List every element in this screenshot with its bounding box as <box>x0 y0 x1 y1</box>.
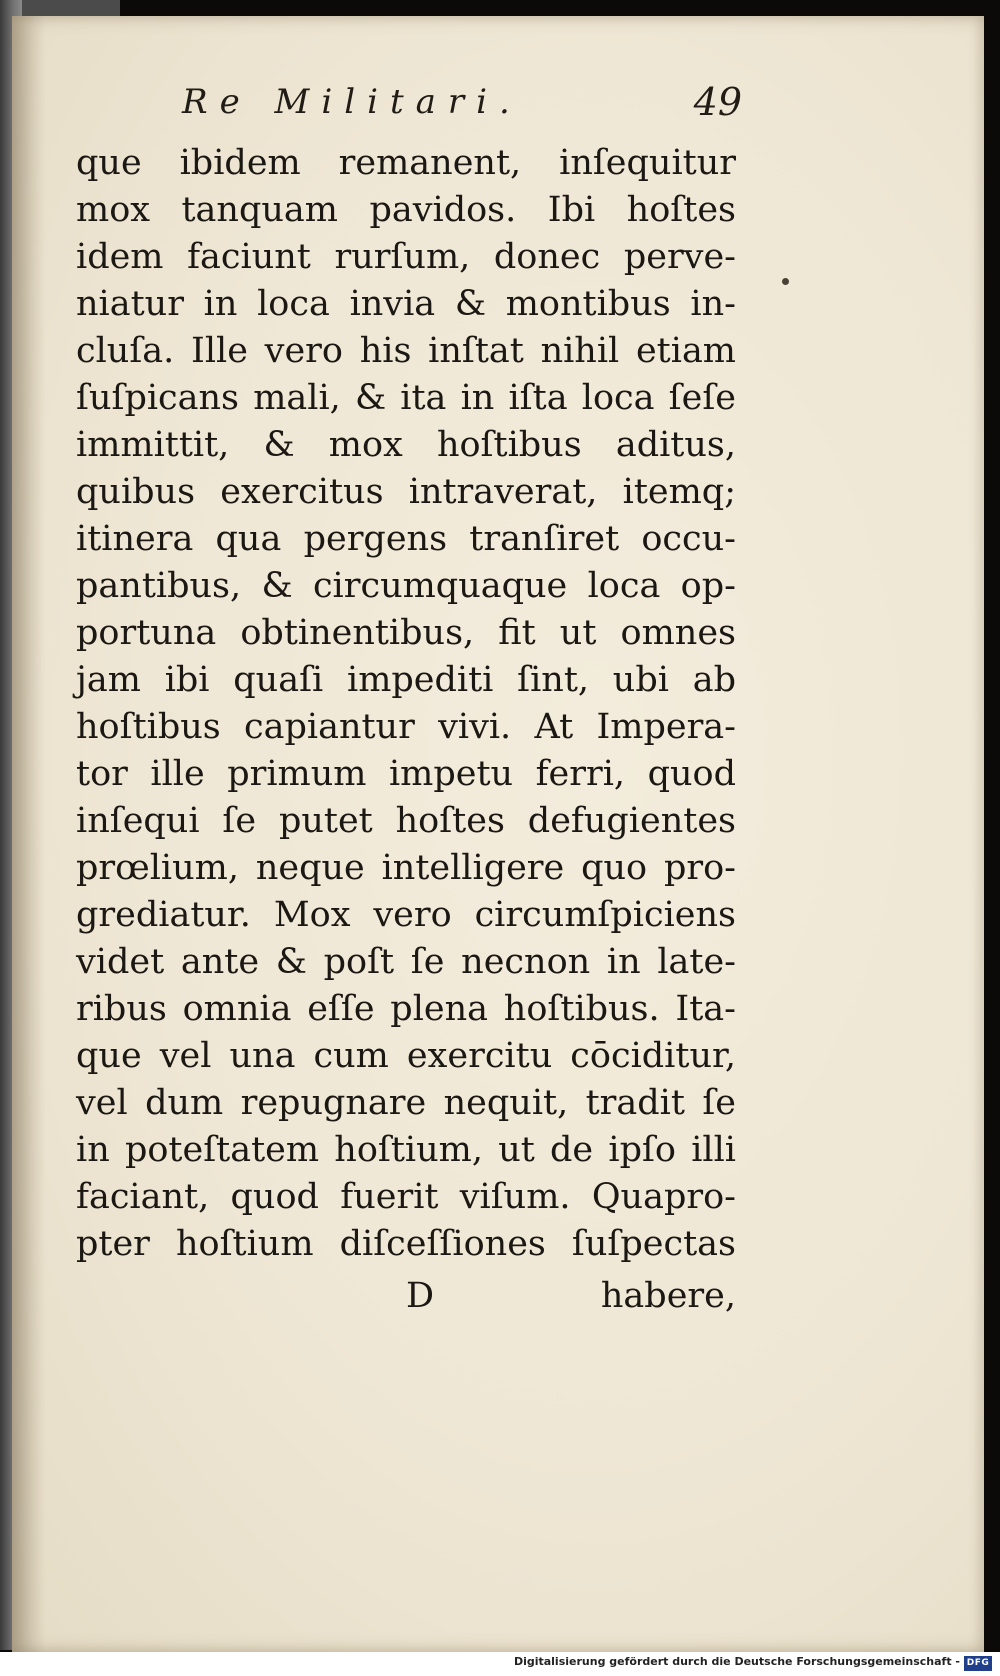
body-text <box>76 140 736 1268</box>
text-line: que vel una cum exercitu cōciditur, <box>76 1036 736 1076</box>
text-line: jam ibi quaſi impediti ſint, ubi ab <box>76 660 736 700</box>
text-line: immittit, & mox hoſtibus aditus, <box>76 425 736 465</box>
text-line: mox tanquam pavidos. Ibi hoſtes <box>76 190 736 230</box>
text-line: tor ille primum impetu ferri, quod <box>76 754 736 794</box>
text-line: vel dum repugnare nequit, tradit ſe <box>76 1083 736 1123</box>
text-line: ſuſpicans mali, & ita in iſta loca ſeſe <box>76 378 736 418</box>
text-line: idem faciunt rurſum, donec perve- <box>76 237 736 277</box>
text-line: quibus exercitus intraverat, itemq; <box>76 472 736 512</box>
text-line: hoſtibus capiantur vivi. At Impera- <box>76 707 736 747</box>
text-line: grediatur. Mox vero circumſpiciens <box>76 895 736 935</box>
text-line: prœlium, neque intelligere quo pro- <box>76 848 736 888</box>
text-line: cluſa. Ille vero his inſtat nihil etiam <box>76 331 736 371</box>
text-line: pantibus, & circumquaque loca op- <box>76 566 736 606</box>
text-line: niatur in loca invia & montibus in- <box>76 284 736 324</box>
funding-credit: Digitalisierung gefördert durch die Deutsche Forschungsgemeinschaft - <box>513 1655 960 1668</box>
signature-mark: D <box>406 1276 435 1316</box>
running-head-title: Re Militari. <box>182 82 522 122</box>
text-line: portuna obtinentibus, fit ut omnes <box>76 613 736 653</box>
text-line: faciant, quod fuerit viſum. Quapro- <box>76 1177 736 1217</box>
digitization-footer <box>0 1652 1000 1676</box>
text-line: in poteſtatem hoſtium, ut de ipſo illi <box>76 1130 736 1170</box>
catchword: habere, <box>600 1276 736 1316</box>
paper-speck <box>782 278 789 285</box>
page-foot <box>76 1276 736 1326</box>
text-line: videt ante & poſt ſe necnon in late- <box>76 942 736 982</box>
running-head <box>182 78 742 134</box>
text-line: ribus omnia eſſe plena hoſtibus. Ita- <box>76 989 736 1029</box>
text-line: itinera qua pergens tranſiret occu- <box>76 519 736 559</box>
text-line: inſequi ſe putet hoſtes defugientes <box>76 801 736 841</box>
dfg-logo: DFG <box>964 1656 992 1671</box>
book-page <box>12 16 984 1652</box>
page-number: 49 <box>693 80 742 124</box>
text-line: que ibidem remanent, inſequitur <box>76 143 736 183</box>
text-line: pter hoſtium diſceſſiones ſuſpectas <box>76 1224 736 1264</box>
page-gutter-shadow <box>12 16 46 1652</box>
